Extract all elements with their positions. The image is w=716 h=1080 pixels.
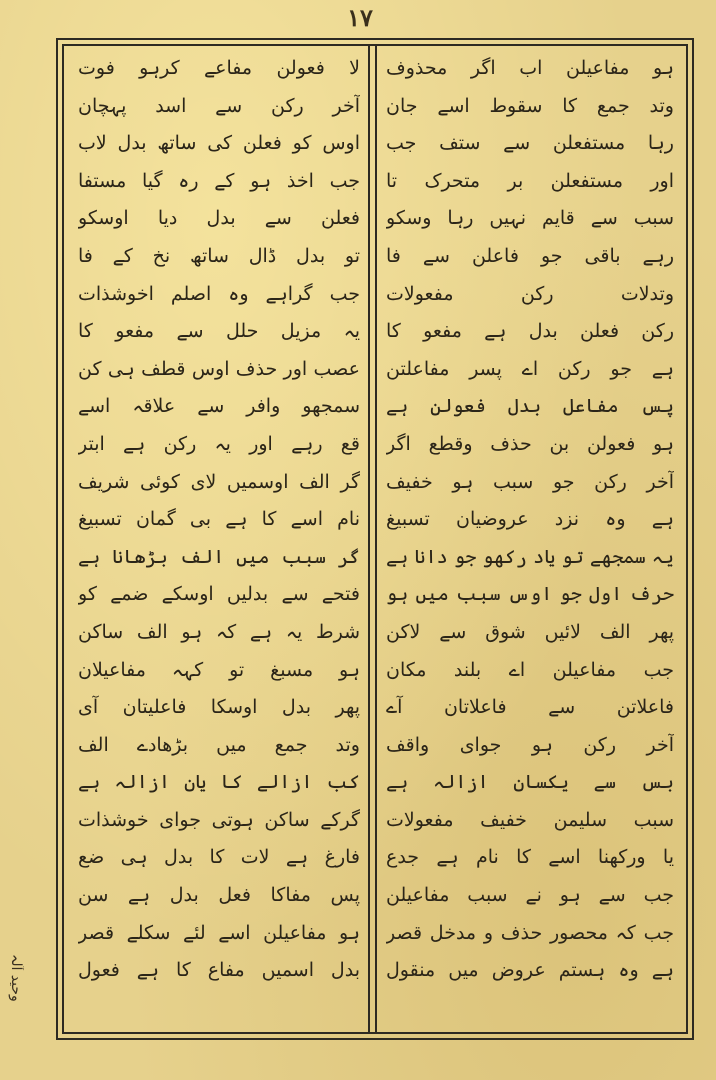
verse-line: ہے وہ نزد عروضیان تسبیغ bbox=[386, 508, 674, 531]
verse-line: ہے جو رکن اے پسر مفاعلتن bbox=[386, 357, 674, 380]
verse-line: فتحے سے بدلیں اوسکے ضمے کو bbox=[78, 583, 360, 606]
verse-line: اور مستفعلن بر متحرک تا bbox=[386, 169, 674, 192]
verse-line: آخر رکن ہو جوای واقف bbox=[386, 733, 674, 756]
verse-line: جب سے ہو نے سبب مفاعیلن bbox=[386, 884, 674, 907]
verse-line: فاعلاتن سے فاعلاتان آے bbox=[386, 696, 674, 719]
verse-line: ہو مسبغ تو کہہ مفاعیلان bbox=[78, 658, 360, 681]
verse-line: پھر الف لائیں شوق سے لاکن bbox=[386, 620, 674, 643]
verse-line: رکن فعلن بدل ہے مفعو کا bbox=[386, 320, 674, 343]
margin-note: وحید آلہ bbox=[8, 954, 24, 1002]
verse-line: آخر رکن جو سبب ہو خفیف bbox=[386, 470, 674, 493]
verse-line: وتد جمع میں بڑھادے الف bbox=[78, 733, 360, 756]
verse-line: یا ورکھنا اسے کا نام ہے جدع bbox=[386, 846, 674, 869]
verse-line: عصب اور حذف اوس قطف ہی کن bbox=[78, 357, 360, 380]
left-column bbox=[70, 50, 366, 1028]
verse-line: ہو مفاعیلن اسے لئے سکلے قصر bbox=[78, 921, 360, 944]
verse-line: پس مفاعل بدل فعولن ہے bbox=[386, 395, 674, 418]
verse-line: آخر رکن سے اسد پہچان bbox=[78, 94, 360, 117]
verse-line: ہے وہ ہستم عروض میں منقول bbox=[386, 959, 674, 982]
verse-line: فعلن سے بدل دیا اوسکو bbox=[78, 207, 360, 230]
verse-line: گرکے ساکن ہوتی جوای خوشذات bbox=[78, 808, 360, 831]
column-divider bbox=[368, 44, 377, 1034]
verse-line: حرف اول جو اوس سبب میں ہو bbox=[386, 583, 674, 606]
verse-line: بس سے یکسان ازالہ ہے bbox=[386, 771, 674, 794]
verse-line: پھر بدل اوسکا فاعلیتان آی bbox=[78, 696, 360, 719]
verse-line: تو بدل ڈال ساتھ نخ کے فا bbox=[78, 244, 360, 267]
verse-line: فارغ ہے لات کا بدل ہی ضع bbox=[78, 846, 360, 869]
verse-line: لا فعولن مفاعے کرہو فوت bbox=[78, 57, 360, 79]
verse-line: کب ازالے کا یان ازالہ ہے bbox=[78, 771, 360, 794]
verse-line: جب اخذ ہو کے رہ گیا مستفا bbox=[78, 169, 360, 192]
verse-line: یہ سمجھے تو یاد رکھو جو دانا ہے bbox=[386, 545, 674, 568]
verse-line: رہے باقی جو فاعلن سے فا bbox=[386, 244, 674, 267]
verse-line: سبب سلیمن خفیف مفعولات bbox=[386, 808, 674, 831]
verse-line: سبب سے قایم نہیں رہا وسکو bbox=[386, 207, 674, 230]
verse-line: جب گراہے وہ اصلم اخوشذات bbox=[78, 282, 360, 305]
verse-line: جب کہ محصور حذف و مدخل قصر bbox=[386, 921, 674, 944]
verse-line: بدل اسمیں مفاع کا ہے فعول bbox=[78, 959, 360, 982]
verse-line: گر الف اوسمیں لای کوئی شریف bbox=[78, 470, 360, 493]
verse-line: یہ مزیل حلل سے مفعو کا bbox=[78, 320, 360, 343]
verse-line: جب مفاعیلن اے بلند مکان bbox=[386, 658, 674, 681]
verse-line: وتد جمع کا سقوط اسے جان bbox=[386, 94, 674, 117]
verse-line: پس مفاکا فعل بدل ہے سن bbox=[78, 884, 360, 907]
verse-line: قع رہے اور یہ رکن ہے ابتر bbox=[78, 432, 360, 455]
verse-line: شرط یہ ہے کہ ہو الف ساکن bbox=[78, 620, 360, 643]
verse-line: گر سبب میں الف بڑھانا ہے bbox=[78, 545, 360, 568]
verse-line: نام اسے کا ہے بی گمان تسبیغ bbox=[78, 508, 360, 531]
verse-line: رہا مستفعلن سے ستف جب bbox=[386, 132, 674, 155]
right-column bbox=[380, 50, 682, 1028]
verse-line: سمجھو وافر سے علاقہ اسے bbox=[78, 395, 360, 418]
verse-line: اوس کو فعلن کی ساتھ بدل لاب bbox=[78, 132, 360, 155]
verse-line: وتدلات رکن مفعولات bbox=[386, 282, 674, 305]
verse-line: ہو فعولن بن حذف وقطع اگر bbox=[386, 432, 674, 455]
page-number: ۱۷ bbox=[347, 3, 373, 32]
verse-line: ہو مفاعیلن اب اگر محذوف bbox=[386, 57, 674, 79]
